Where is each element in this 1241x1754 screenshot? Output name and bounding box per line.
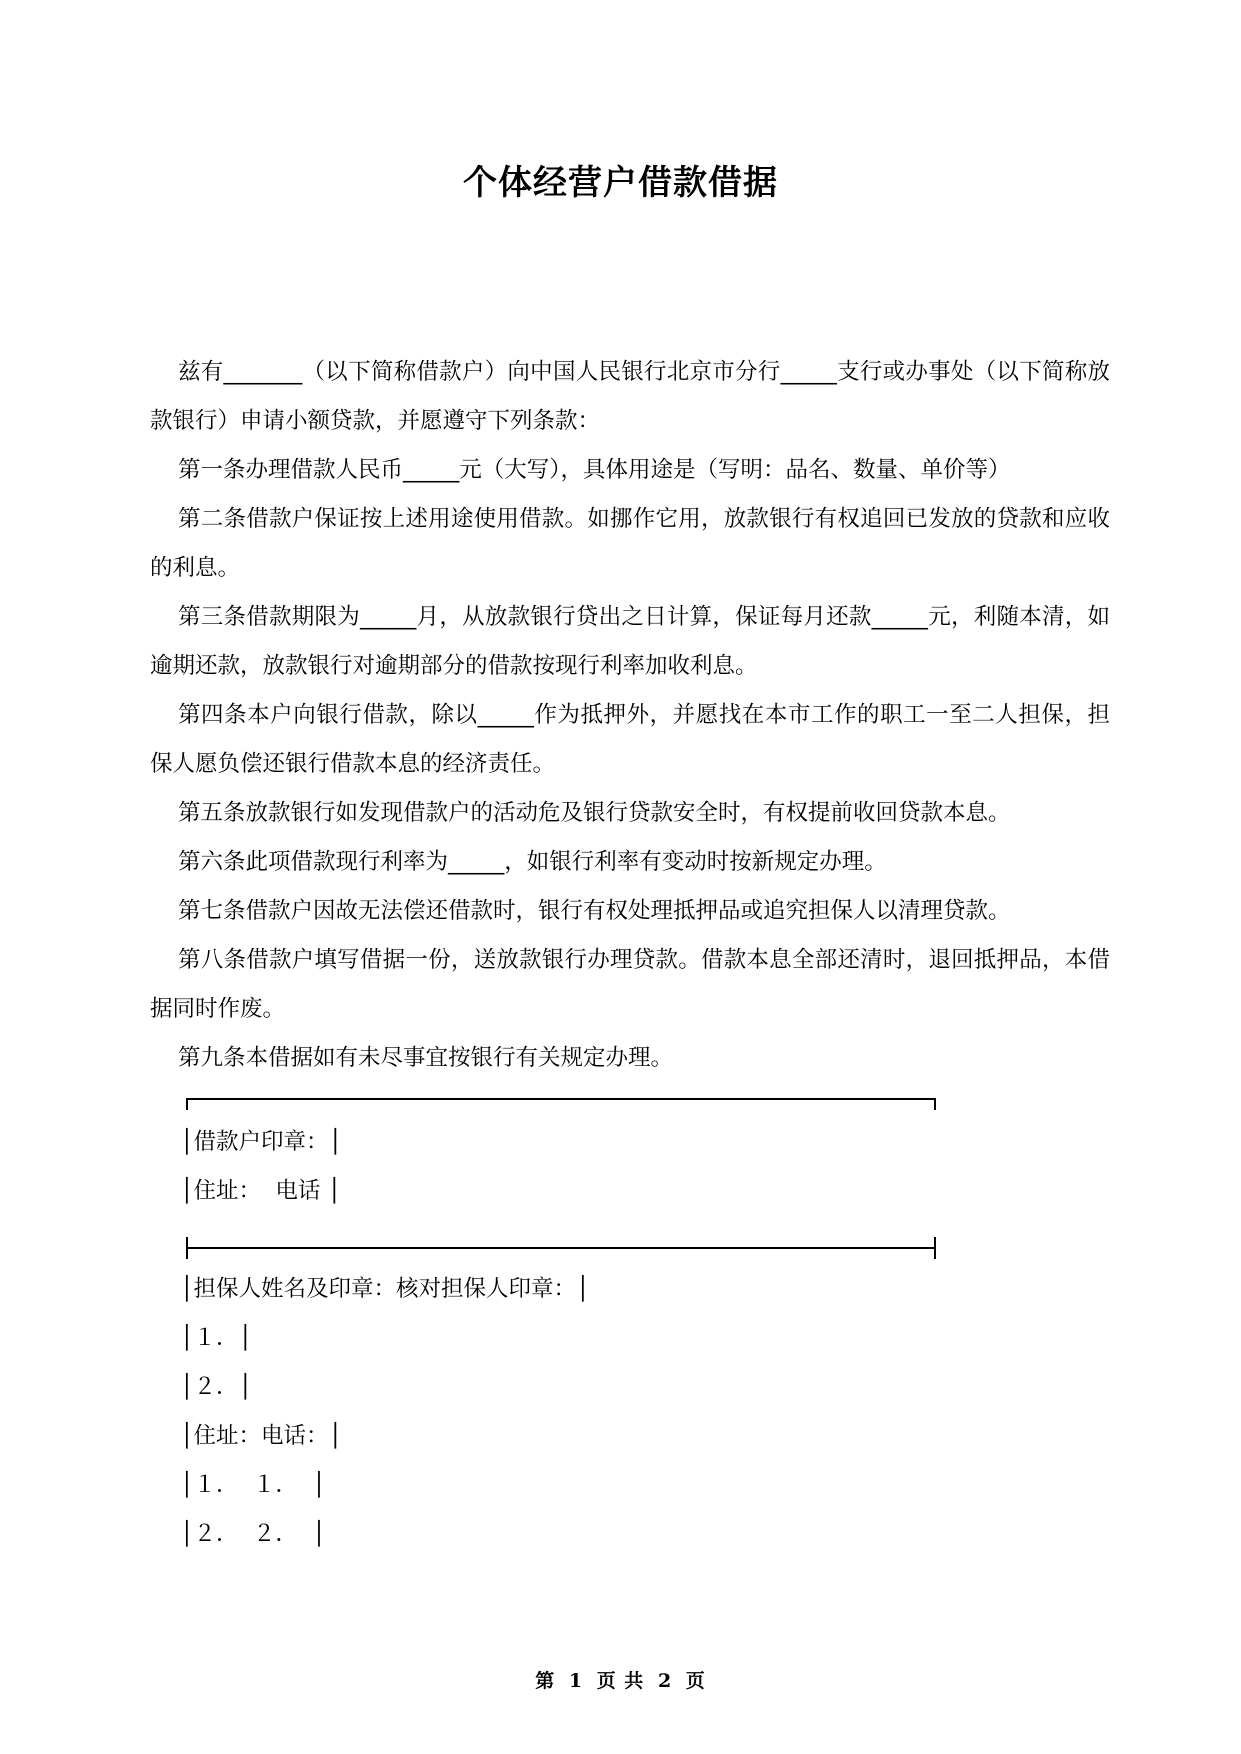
signature-table-upper [150,1118,1050,1216]
article-6: 第六条此项借款现行利率为_____，如银行利率有变动时按新规定办理。 [178,849,887,875]
borrower-seal-row: │借款户印章：│ [180,1129,343,1155]
document-body [150,348,1110,1083]
footer-middle: 页 共 [596,1670,645,1692]
guarantor-address-row: │住址：电话：│ [180,1423,343,1449]
guarantor-address-row-2: │２． ２． │ [180,1521,326,1547]
guarantor-row-1: │１．│ [180,1325,253,1351]
borrower-address-row: │住址： 电话 │ [180,1178,342,1204]
article-1: 第一条办理借款人民币_____元（大写），具体用途是（写明：品名、数量、单价等） [178,457,1011,483]
current-page-number: 1 [568,1670,584,1692]
total-page-number: 2 [657,1670,673,1692]
document-title: 个体经营户借款借据 [463,163,778,203]
guarantor-row-2: │２．│ [180,1374,253,1400]
footer-suffix: 页 [685,1670,706,1692]
paragraph-intro: 兹有_______（以下简称借款户）向中国人民银行北京市分行_____支行或办事处（以下简称放款银行）申请小额贷款，并愿遵守下列条款： [150,359,1110,434]
signature-table-lower [150,1265,1050,1559]
article-5: 第五条放款银行如发现借款户的活动危及银行贷款安全时，有权提前收回贷款本息。 [178,800,1011,826]
article-4: 第四条本户向银行借款，除以_____作为抵押外，并愿找在本市工作的职工一至二人担保，担保人愿负偿还银行借款本息的经济责任。 [150,702,1110,777]
guarantor-address-row-1: │１． １． │ [180,1472,326,1498]
article-8: 第八条借款户填写借据一份，送放款银行办理贷款。借款本息全部还清时，退回抵押品，本借据同时作废。 [150,947,1110,1022]
article-7: 第七条借款户因故无法偿还借款时，银行有权处理抵押品或追究担保人以清理贷款。 [178,898,1011,924]
signature-table-top-border [186,1098,936,1110]
footer-prefix: 第 [535,1670,556,1692]
page-footer [0,1666,1241,1693]
article-9: 第九条本借据如有未尽事宜按银行有关规定办理。 [178,1045,674,1071]
article-2: 第二条借款户保证按上述用途使用借款。如挪作它用，放款银行有权追回已发放的贷款和应收的利息。 [150,506,1110,581]
guarantor-seal-row: │担保人姓名及印章：核对担保人印章：│ [180,1276,590,1302]
signature-table-divider [186,1237,936,1259]
article-3: 第三条借款期限为_____月，从放款银行贷出之日计算，保证每月还款_____元，利随本清，如逾期还款，放款银行对逾期部分的借款按现行利率加收利息。 [150,604,1110,679]
